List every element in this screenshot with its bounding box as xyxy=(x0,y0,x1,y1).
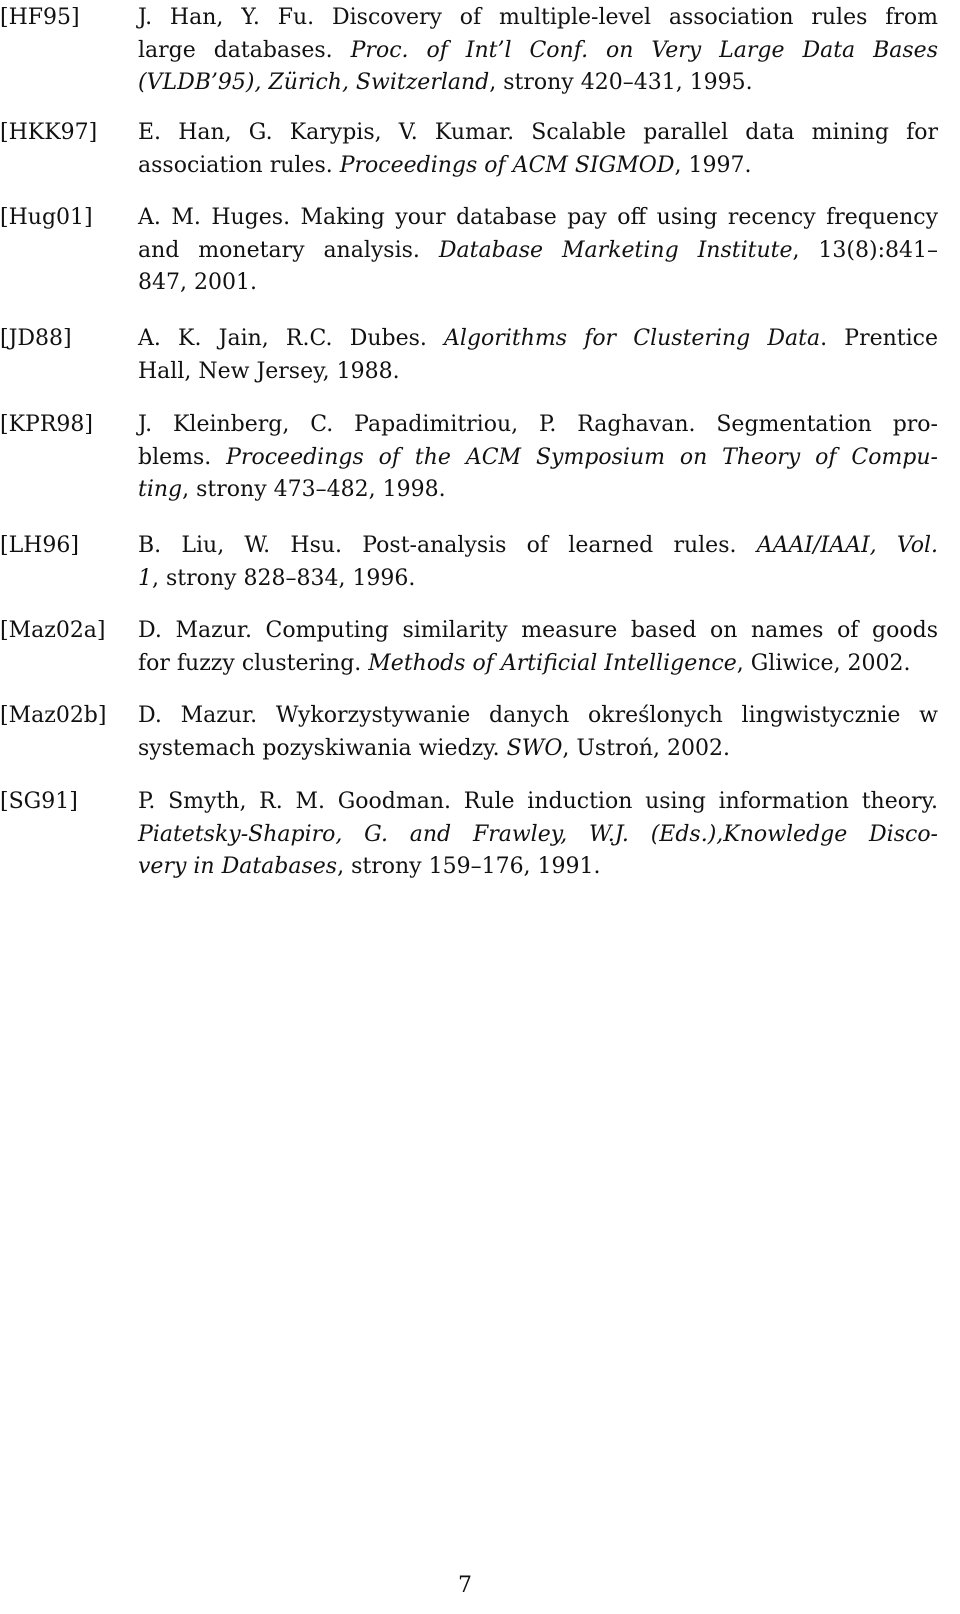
reference-segment: , strony 159–176, 1991. xyxy=(337,854,601,879)
reference-segment: large databases. xyxy=(138,37,351,63)
reference-line xyxy=(138,563,938,596)
reference-segment: blems. xyxy=(138,444,227,470)
reference-line xyxy=(138,442,938,475)
reference-key: [Maz02b] xyxy=(0,703,107,728)
reference-line xyxy=(138,35,938,68)
reference-italic-segment: Piatetsky-Shapiro, G. and Frawley, W.J. (Eds.),Knowledge Disco- xyxy=(138,821,938,847)
reference-italic-segment: very in Databases xyxy=(138,854,338,879)
reference-text xyxy=(138,530,938,595)
reference-italic-segment: Proceedings of the ACM Symposium on Theory of Compu- xyxy=(226,444,938,470)
reference-segment: J. Kleinberg, C. Papadimitriou, P. Raghavan. Segmentation pro- xyxy=(138,412,938,437)
reference-segment: A. M. Huges. Making your database pay off using recency frequency xyxy=(138,205,938,230)
reference-italic-segment: AAAI/IAAI, Vol. xyxy=(756,533,938,558)
page-number: 7 xyxy=(458,1573,472,1598)
reference-key: [HKK97] xyxy=(0,120,98,145)
reference-line xyxy=(138,267,938,300)
reference-line xyxy=(138,356,938,389)
reference-italic-segment: Proceedings of ACM SIGMOD xyxy=(339,152,675,178)
reference-segment: association rules. xyxy=(138,152,340,178)
reference-segment: P. Smyth, R. M. Goodman. Rule induction using information theory. xyxy=(138,789,938,814)
reference-key: [KPR98] xyxy=(0,412,93,437)
reference-segment: , 13(8):841– xyxy=(792,237,938,263)
reference-key: [Hug01] xyxy=(0,205,93,230)
reference-segment: and monetary analysis. xyxy=(138,237,439,263)
reference-line xyxy=(138,409,938,442)
reference-line xyxy=(138,235,938,268)
reference-line xyxy=(138,786,938,819)
reference-segment: . Prentice xyxy=(820,326,938,351)
reference-key: [SG91] xyxy=(0,789,78,814)
reference-key: [JD88] xyxy=(0,326,72,351)
reference-segment: , 1997. xyxy=(674,152,752,178)
reference-line xyxy=(138,851,938,884)
reference-text xyxy=(138,409,938,507)
reference-text xyxy=(138,323,938,388)
reference-line xyxy=(138,733,938,766)
reference-segment: , strony 473–482, 1998. xyxy=(182,477,446,502)
reference-italic-segment: ting xyxy=(138,477,183,502)
reference-text xyxy=(138,202,938,300)
reference-segment: for fuzzy clustering. xyxy=(138,650,369,676)
reference-text xyxy=(138,2,938,100)
reference-line xyxy=(138,474,938,507)
reference-key: [HF95] xyxy=(0,5,80,30)
reference-italic-segment: Methods of Artificial Intelligence xyxy=(368,650,737,676)
reference-line xyxy=(138,2,938,35)
reference-segment: E. Han, G. Karypis, V. Kumar. Scalable parallel data mining for xyxy=(138,120,938,145)
reference-line xyxy=(138,67,938,100)
reference-segment: A. K. Jain, R.C. Dubes. xyxy=(138,326,445,351)
reference-italic-segment: Proc. of Int’l Conf. on Very Large Data Bases xyxy=(350,37,938,63)
reference-line xyxy=(138,117,938,150)
reference-segment: 847, 2001. xyxy=(138,270,257,295)
reference-line xyxy=(138,323,938,356)
reference-segment: , Ustroń, 2002. xyxy=(562,735,730,761)
reference-segment: B. Liu, W. Hsu. Post-analysis of learned rules. xyxy=(138,533,757,558)
reference-line xyxy=(138,648,938,681)
reference-italic-segment: Algorithms for Clustering Data xyxy=(444,326,821,351)
reference-text xyxy=(138,615,938,680)
reference-italic-segment: 1 xyxy=(138,565,152,591)
reference-line xyxy=(138,150,938,183)
reference-key: [LH96] xyxy=(0,533,79,558)
reference-line xyxy=(138,819,938,852)
reference-line xyxy=(138,530,938,563)
reference-segment: D. Mazur. Wykorzystywanie danych określonych lingwistycznie w xyxy=(138,703,938,728)
reference-italic-segment: (VLDB’95), Zürich, Switzerland xyxy=(138,70,490,95)
reference-segment: , Gliwice, 2002. xyxy=(736,650,911,676)
reference-key: [Maz02a] xyxy=(0,618,106,643)
reference-line xyxy=(138,202,938,235)
reference-line xyxy=(138,615,938,648)
reference-text xyxy=(138,117,938,182)
reference-text xyxy=(138,786,938,884)
reference-line xyxy=(138,700,938,733)
reference-segment: Hall, New Jersey, 1988. xyxy=(138,358,400,384)
reference-segment: , strony 828–834, 1996. xyxy=(152,565,416,591)
reference-italic-segment: SWO xyxy=(506,735,563,761)
reference-segment: D. Mazur. Computing similarity measure based on names of goods xyxy=(138,618,938,643)
reference-segment: , strony 420–431, 1995. xyxy=(489,70,753,95)
reference-segment: systemach pozyskiwania wiedzy. xyxy=(138,735,507,761)
reference-text xyxy=(138,700,938,765)
reference-italic-segment: Database Marketing Institute xyxy=(438,237,793,263)
reference-segment: J. Han, Y. Fu. Discovery of multiple-level association rules from xyxy=(138,5,938,30)
